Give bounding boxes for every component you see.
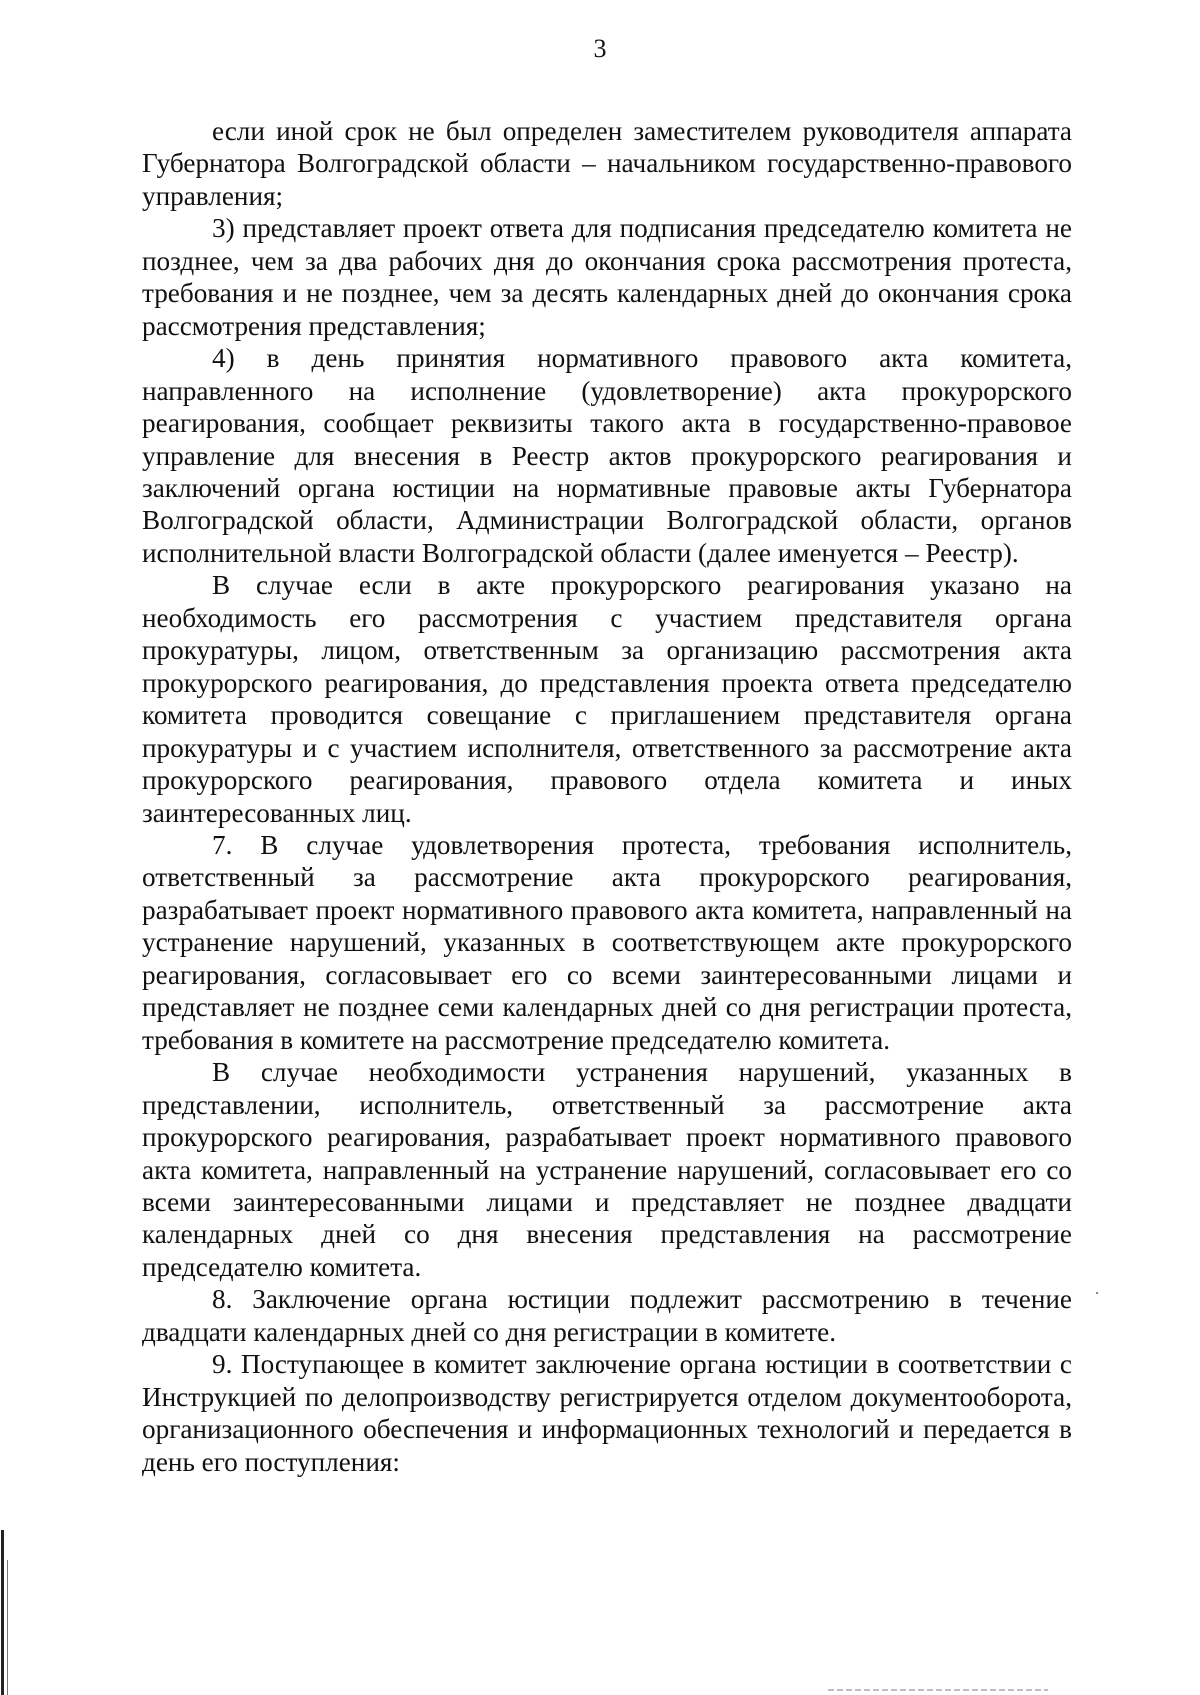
scan-edge-mark-secondary bbox=[7, 1560, 8, 1695]
paragraph-7: 7. В случае удовлетворения протеста, требования исполнитель, ответственный за рассмотрение акта прокурорского реагирования, разрабатывает проект нормативного правового акта комитета, направленный на устранение нарушений, указанных в соответствующем акте прокурорского реагирования, согласовывает его со всеми заинтересованными лицами и представляет не позднее семи календарных дней со дня регистрации протеста, требования в комитете на рассмотрение председателю комитета. bbox=[142, 829, 1072, 1055]
scan-bottom-edge-mark bbox=[828, 1689, 1048, 1691]
paragraph-8: 8. Заключение органа юстиции подлежит рассмотрению в течение двадцати календарных дней со дня регистрации в комитете. bbox=[142, 1284, 1072, 1347]
paragraph-consultation: В случае если в акте прокурорского реагирования указано на необходимость его рассмотрения с участием представителя органа прокуратуры, лицом, ответственным за организацию рассмотрения акта прокурорского реагирования, до представления проекта ответа председателю комитета проводится совещание с приглашением представителя органа прокуратуры и с участием исполнителя, ответственного за рассмотрение акта прокурорского реагирования, правового отдела комитета и иных заинтересованных лиц. bbox=[142, 570, 1072, 828]
scan-edge-mark bbox=[1, 1530, 4, 1695]
paragraph-7-representation: В случае необходимости устранения нарушений, указанных в представлении, исполнитель, ответственный за рассмотрение акта прокурорского реагирования, разрабатывает проект нормативного правового акта комитета, направленный на устранение нарушений, согласовывает его со всеми заинтересованными лицами и представляет не позднее двадцати календарных дней со дня внесения представления на рассмотрение председателю комитета. bbox=[142, 1057, 1072, 1282]
document-body bbox=[142, 115, 1072, 1478]
page-number: 3 bbox=[593, 34, 607, 63]
paragraph-item-4: 4) в день принятия нормативного правового акта комитета, направленного на исполнение (удовлетворение) акта прокурорского реагирования, сообщает реквизиты такого акта в государственно-правовое управление для внесения в Реестр актов прокурорского реагирования и заключений органа юстиции на нормативные правовые акты Губернатора Волгоградской области, Администрации Волгоградской области, органов исполнительной власти Волгоградской области (далее именуется – Реестр). bbox=[142, 343, 1072, 568]
scan-speck bbox=[1096, 1292, 1098, 1294]
paragraph-continuation: если иной срок не был определен заместителем руководителя аппарата Губернатора Волгоградской области – начальником государственно-правового управления; bbox=[142, 116, 1072, 211]
paragraph-9: 9. Поступающее в комитет заключение органа юстиции в соответствии с Инструкцией по делопроизводству регистрируется отделом документооборота, организационного обеспечения и информационных технологий и передается в день его поступления: bbox=[142, 1349, 1072, 1477]
paragraph-item-3: 3) представляет проект ответа для подписания председателю комитета не позднее, чем за два рабочих дня до окончания срока рассмотрения протеста, требования и не позднее, чем за десять календарных дней до окончания срока рассмотрения представления; bbox=[142, 213, 1072, 341]
